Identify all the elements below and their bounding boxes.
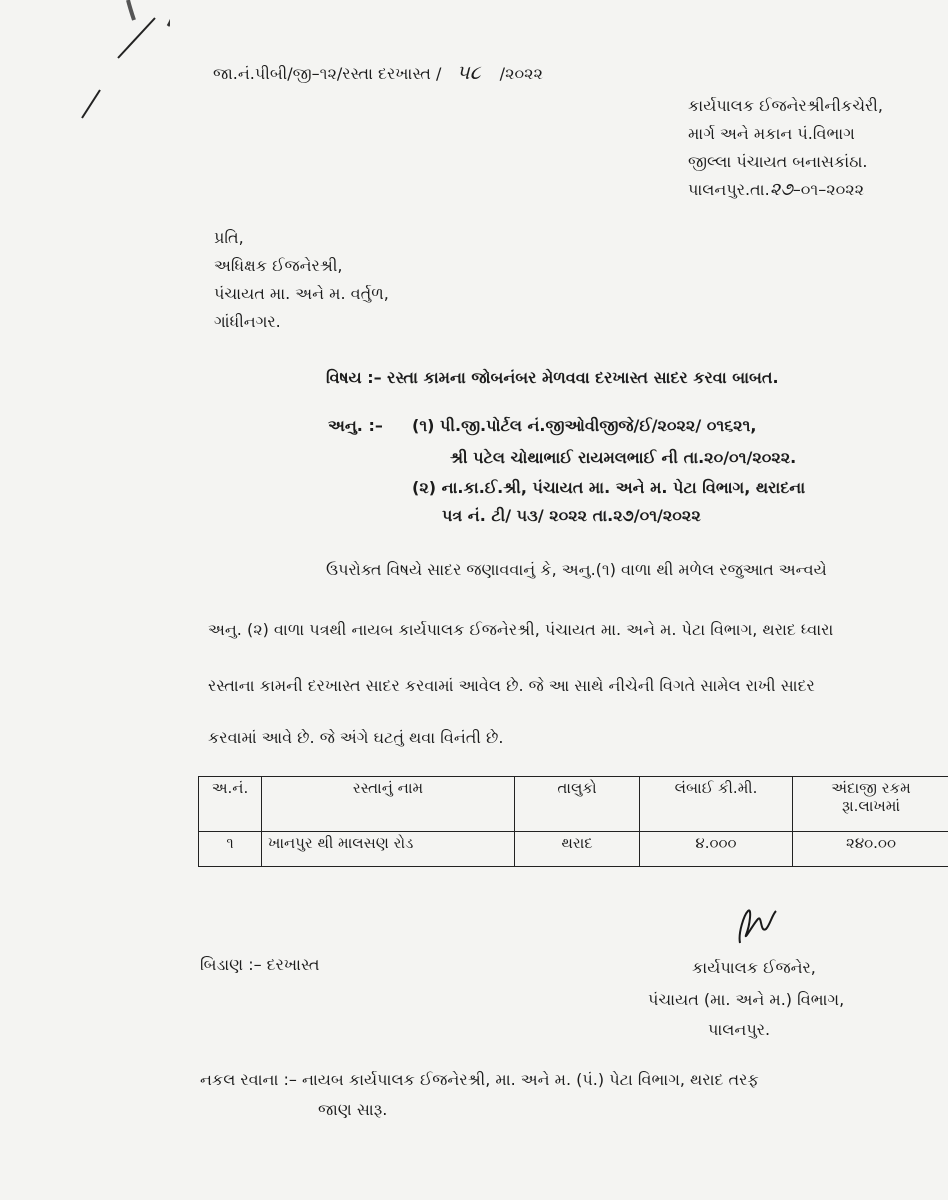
office-name: કાર્યપાલક ઈજનેરશ્રીનીકચેરી,	[688, 96, 883, 115]
header-amount-line-1: અંદાજી રકમ	[831, 779, 911, 797]
body-line-3: રસ્તાના કામની દરખાસ્ત સાદર કરવામાં આવેલ છે. જે આ સાથે નીચેની વિગતે સામેલ રાખી સાદર	[208, 676, 815, 695]
proposal-table	[198, 776, 948, 867]
office-department: માર્ગ અને મકાન પં.વિભાગ	[688, 124, 855, 143]
cell-length: ૪.૦૦૦	[640, 832, 793, 867]
header-serial: અ.નં.	[199, 777, 262, 832]
reference-1-line-1: (૧) પી.જી.પોર્ટલ નં.જીઓવીજીજે/ઈ/૨૦૨૨/ ૦૧૬૨૧,	[412, 416, 757, 435]
header-road-name: રસ્તાનું નામ	[262, 777, 515, 832]
office-date	[688, 176, 883, 204]
reference-year: /૨૦૨૨	[499, 64, 543, 83]
date-suffix: –૦૧–૨૦૨૨	[792, 180, 865, 199]
table-row	[199, 832, 948, 867]
reference-label: અનુ. :–	[328, 416, 383, 435]
recipient-address	[214, 224, 389, 336]
header-taluka: તાલુકો	[515, 777, 640, 832]
recipient-salutation: પ્રતિ,	[214, 228, 244, 247]
signatory-title: કાર્યપાલક ઈજનેર,	[692, 958, 816, 977]
cell-road-name: ખાનપુર થી માલસણ રોડ	[262, 832, 515, 867]
header-amount	[793, 777, 948, 832]
date-prefix: પાલનપુર.તા.	[688, 180, 770, 199]
cell-serial: ૧	[199, 832, 262, 867]
reference-number	[213, 60, 543, 84]
cell-amount: ૨૪૦.૦૦	[793, 832, 948, 867]
enclosure-line: બિડાણ :– દરખાસ્ત	[200, 955, 320, 974]
body-line-1: ઉપરોક્ત વિષયે સાદર જણાવવાનું કે, અનુ.(૧) વાળા થી મળેલ રજુઆત અન્વયે	[326, 560, 827, 579]
recipient-city: ગાંધીનગર.	[214, 312, 281, 331]
body-line-2: અનુ. (૨) વાળા પત્રથી નાયબ કાર્યપાલક ઈજનેરશ્રી, પંચાયત મા. અને મ. પેટા વિભાગ, થરાદ ધ્વારા	[208, 620, 834, 639]
recipient-title: અધિક્ષક ઈજનેરશ્રી,	[214, 256, 343, 275]
subject-line: વિષય :– રસ્તા કામના જોબનંબર મેળવવા દરખાસ્ત સાદર કરવા બાબત.	[326, 368, 779, 387]
recipient-office: પંચાયત મા. અને મ. વર્તુળ,	[214, 284, 389, 303]
body-line-4: કરવામાં આવે છે. જે અંગે ઘટતું થવા વિનંતી છે.	[208, 728, 504, 747]
signatory-department: પંચાયત (મા. અને મ.) વિભાગ,	[648, 990, 845, 1009]
date-handwritten-day: ૨૭	[769, 179, 793, 200]
reference-1-line-2: શ્રી પટેલ ચોથાભાઈ રાયમલભાઈ ની તા.૨૦/૦૧/૨૦૨૨.	[450, 448, 797, 467]
reference-prefix: જા.નં.પીબી/જી–૧૨/રસ્તા દરખાસ્ત /	[213, 64, 442, 83]
cell-taluka: થરાદ	[515, 832, 640, 867]
office-district: જીલ્લા પંચાયત બનાસકાંઠા.	[688, 152, 868, 171]
header-length: લંબાઈ કી.મી.	[640, 777, 793, 832]
signatory-city: પાલનપુર.	[708, 1020, 771, 1039]
copy-to-line-1: નકલ રવાના :– નાયબ કાર્યપાલક ઈજનેરશ્રી, મા. અને મ. (પં.) પેટા વિભાગ, થરાદ તરફ	[200, 1070, 759, 1089]
handwritten-mark-icon	[60, 0, 170, 130]
office-address	[688, 92, 883, 204]
reference-2-line-2: પત્ર નં. ટી/ ૫૩/ ૨૦૨૨ તા.૨૭/૦૧/૨૦૨૨	[442, 506, 701, 525]
reference-handwritten-number: ૫૮	[456, 60, 481, 84]
signature-icon	[730, 905, 790, 950]
copy-to-line-2: જાણ સારૂ.	[318, 1100, 388, 1119]
header-amount-line-2: રૂા.લાખમાં	[841, 797, 901, 815]
table-header-row	[199, 777, 948, 832]
reference-2-line-1: (૨) ના.કા.ઈ.શ્રી, પંચાયત મા. અને મ. પેટા વિભાગ, થરાદના	[412, 478, 806, 497]
